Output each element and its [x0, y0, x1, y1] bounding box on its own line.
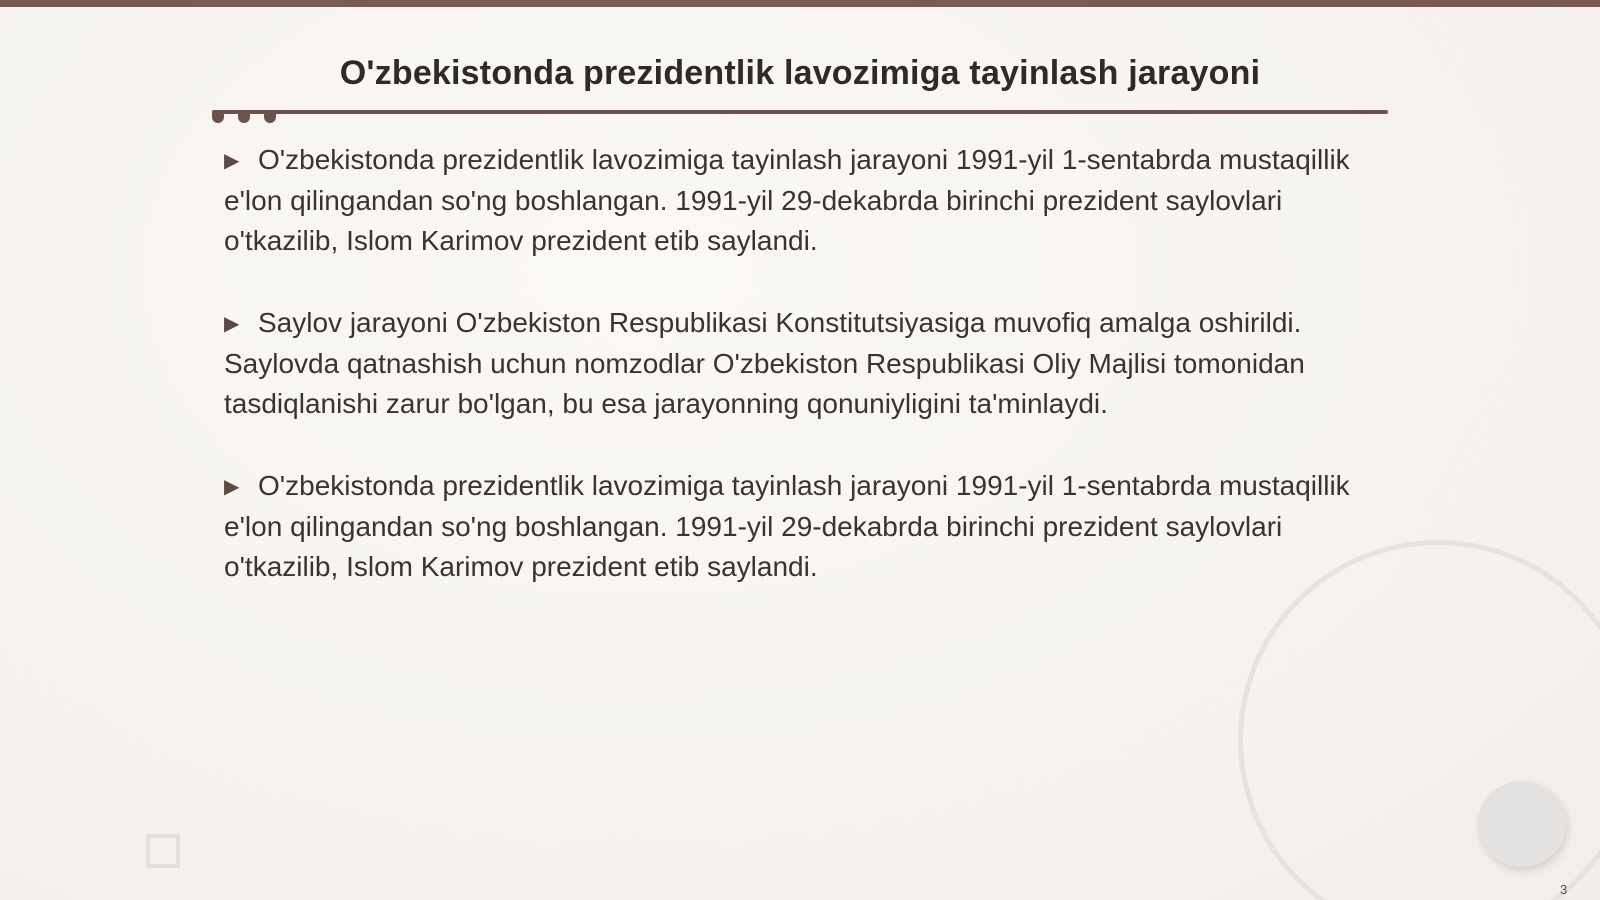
title-underline: [212, 110, 1388, 114]
bullet-arrow-icon: ▶: [224, 476, 240, 498]
underline-dot: [238, 113, 250, 123]
bullet-arrow-icon: ▶: [224, 313, 240, 335]
bullet-item: [224, 140, 1394, 261]
bullet-text: Saylov jarayoni O'zbekiston Respublikasi Konstitutsiyasiga muvofiq amalga oshirildi. Saylovda qatnashish uchun nomzodlar O'zbekiston Respublikasi Oliy Majlisi tomonidan tasdiqlanishi zarur bo'lgan, bu esa jarayonning qonuniyligini ta'minlaydi.: [224, 307, 1305, 419]
underline-dot: [264, 113, 276, 123]
page-number: 3: [1560, 882, 1568, 897]
bullet-arrow-icon: ▶: [224, 150, 240, 172]
decorative-circle-filled: [1478, 781, 1566, 867]
bullet-item: [224, 303, 1394, 424]
decorative-square-outline: [146, 834, 180, 868]
bullet-text: O'zbekistonda prezidentlik lavozimiga tayinlash jarayoni 1991-yil 1-sentabrda mustaqillik e'lon qilingandan so'ng boshlangan. 1991-yil 29-dekabrda birinchi prezident saylovlari o'tkazilib, Islom Karimov prezident etib saylandi.: [224, 470, 1350, 582]
slide-title: O'zbekistonda prezidentlik lavozimiga tayinlash jarayoni: [339, 54, 1261, 92]
bullet-text: O'zbekistonda prezidentlik lavozimiga tayinlash jarayoni 1991-yil 1-sentabrda mustaqillik e'lon qilingandan so'ng boshlangan. 1991-yil 29-dekabrda birinchi prezident saylovlari o'tkazilib, Islom Karimov prezident etib saylandi.: [224, 144, 1350, 256]
top-accent-bar: [0, 0, 1600, 7]
bullet-item: [224, 466, 1394, 587]
bullet-list: [224, 140, 1394, 629]
underline-dot: [212, 113, 224, 123]
